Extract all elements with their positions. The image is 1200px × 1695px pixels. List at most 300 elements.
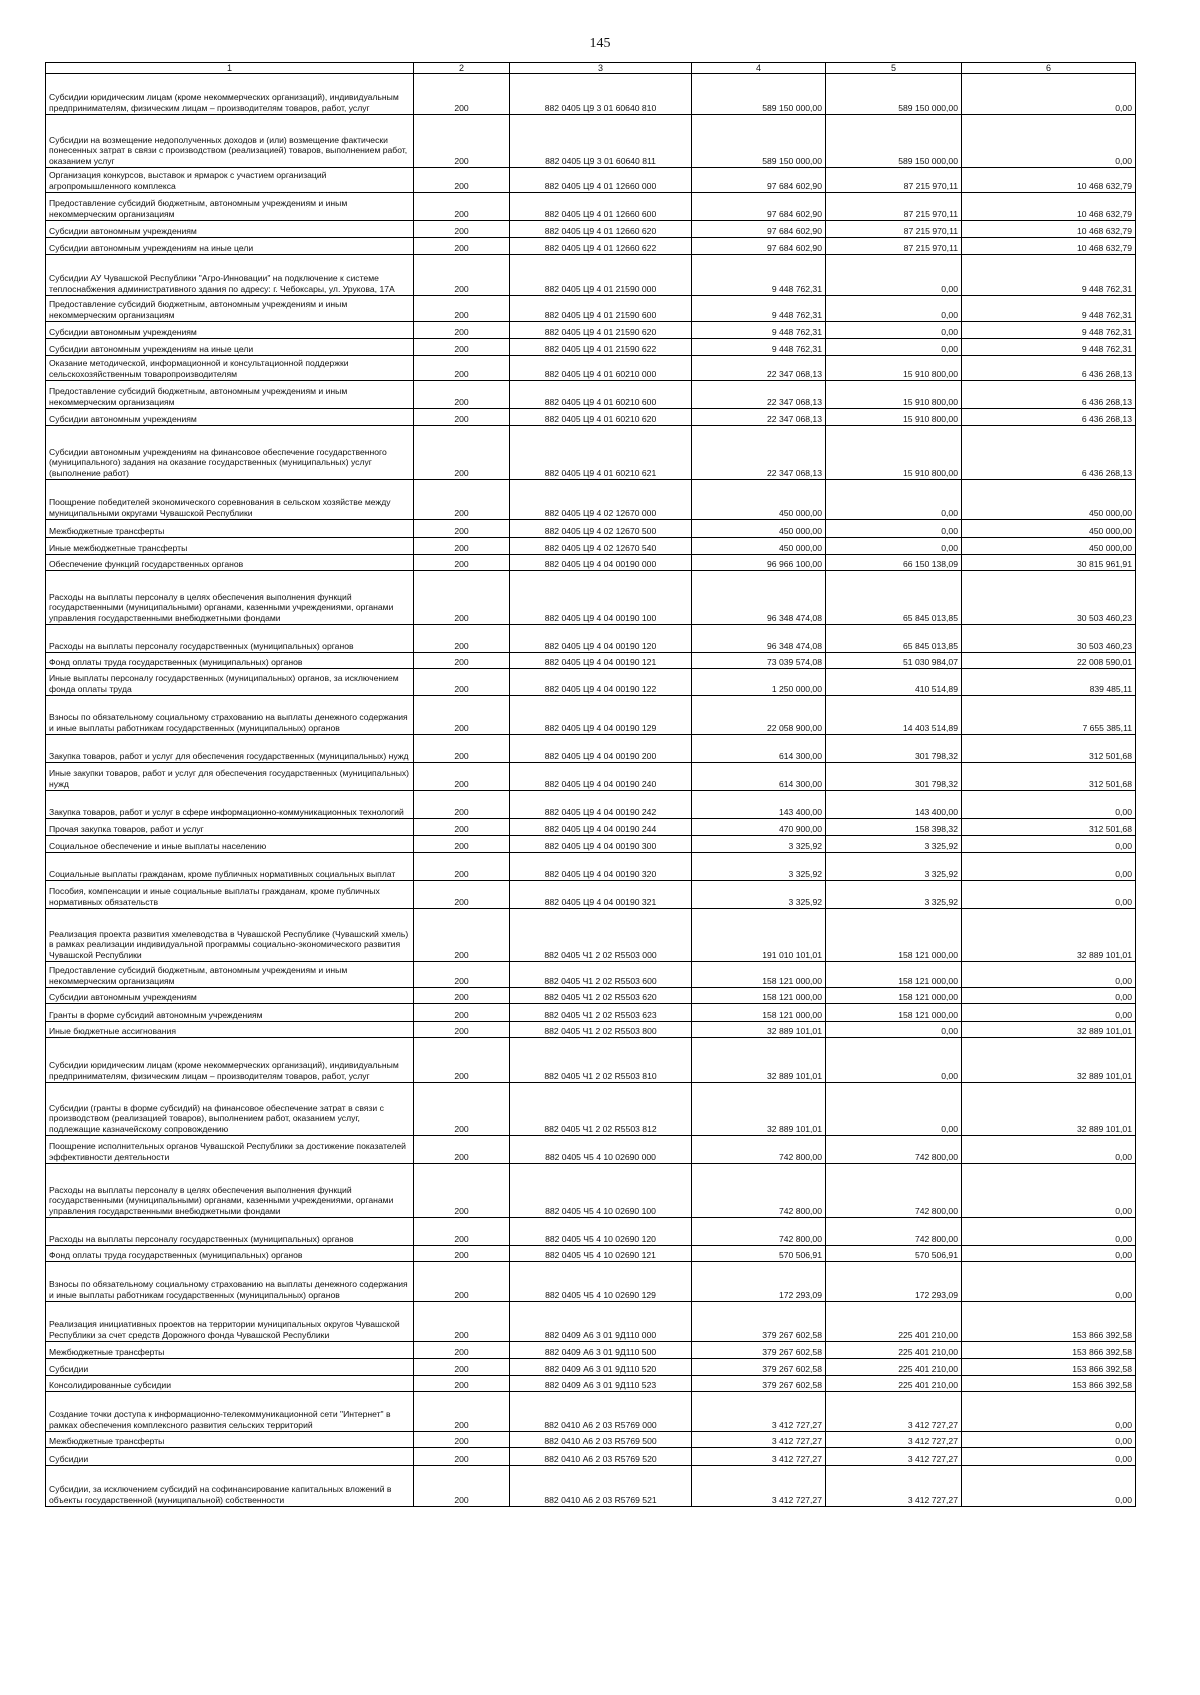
plan-amount-cell: 3 412 727,27 — [692, 1432, 826, 1448]
plan-amount-cell: 172 293,09 — [692, 1262, 826, 1302]
table-row — [46, 571, 1136, 625]
row-name-cell: Субсидии — [46, 1359, 414, 1376]
remaining-amount-cell: 0,00 — [962, 115, 1136, 168]
classification-code-cell: 882 0405 Ц9 4 01 12660 622 — [510, 238, 692, 255]
classification-code-cell: 882 0405 Ц9 4 02 12670 000 — [510, 480, 692, 520]
row-name-cell: Субсидии юридическим лицам (кроме некоммерческих организаций), индивидуальным предпринимателям, физическим лицам – производителям товаров, работ, услуг — [46, 74, 414, 115]
remaining-amount-cell: 6 436 268,13 — [962, 381, 1136, 409]
table-row — [46, 1164, 1136, 1218]
row-name-cell: Субсидии автономным учреждениям на иные цели — [46, 238, 414, 255]
remaining-amount-cell: 10 468 632,79 — [962, 193, 1136, 221]
code-cell: 200 — [414, 625, 510, 653]
plan-amount-cell: 3 412 727,27 — [692, 1448, 826, 1466]
classification-code-cell: 882 0405 Ч1 2 02 R5503 620 — [510, 988, 692, 1004]
executed-amount-cell: 570 506,91 — [826, 1246, 962, 1262]
classification-code-cell: 882 0405 Ц9 3 01 60640 810 — [510, 74, 692, 115]
row-name-cell: Субсидии автономным учреждениям — [46, 409, 414, 426]
executed-amount-cell: 158 121 000,00 — [826, 1004, 962, 1022]
remaining-amount-cell: 30 503 460,23 — [962, 571, 1136, 625]
plan-amount-cell: 742 800,00 — [692, 1164, 826, 1218]
plan-amount-cell: 96 348 474,08 — [692, 625, 826, 653]
plan-amount-cell: 158 121 000,00 — [692, 1004, 826, 1022]
remaining-amount-cell: 0,00 — [962, 988, 1136, 1004]
executed-amount-cell: 3 412 727,27 — [826, 1432, 962, 1448]
code-cell: 200 — [414, 763, 510, 791]
row-name-cell: Субсидии автономным учреждениям на иные цели — [46, 339, 414, 356]
classification-code-cell: 882 0405 Ц9 4 04 00190 121 — [510, 653, 692, 669]
classification-code-cell: 882 0405 Ц9 4 04 00190 320 — [510, 853, 692, 881]
classification-code-cell: 882 0405 Ц9 4 04 00190 100 — [510, 571, 692, 625]
executed-amount-cell: 589 150 000,00 — [826, 115, 962, 168]
remaining-amount-cell: 0,00 — [962, 1448, 1136, 1466]
executed-amount-cell: 0,00 — [826, 255, 962, 296]
table-row — [46, 836, 1136, 853]
plan-amount-cell: 9 448 762,31 — [692, 255, 826, 296]
classification-code-cell: 882 0405 Ч1 2 02 R5503 000 — [510, 909, 692, 962]
plan-amount-cell: 379 267 602,58 — [692, 1342, 826, 1359]
remaining-amount-cell: 32 889 101,01 — [962, 1083, 1136, 1136]
table-row — [46, 1083, 1136, 1136]
table-row — [46, 1136, 1136, 1164]
code-cell: 200 — [414, 853, 510, 881]
row-name-cell: Поощрение победителей экономического соревнования в сельском хозяйстве между муниципальными округами Чувашской Республики — [46, 480, 414, 520]
classification-code-cell: 882 0405 Ч5 4 10 02690 121 — [510, 1246, 692, 1262]
executed-amount-cell: 410 514,89 — [826, 669, 962, 696]
code-cell: 200 — [414, 836, 510, 853]
code-cell: 200 — [414, 909, 510, 962]
classification-code-cell: 882 0405 Ц9 4 04 00190 244 — [510, 819, 692, 836]
table-row — [46, 1342, 1136, 1359]
executed-amount-cell: 158 121 000,00 — [826, 962, 962, 988]
plan-amount-cell: 450 000,00 — [692, 538, 826, 555]
code-cell: 200 — [414, 1038, 510, 1083]
row-name-cell: Субсидии автономным учреждениям — [46, 988, 414, 1004]
plan-amount-cell: 97 684 602,90 — [692, 168, 826, 193]
remaining-amount-cell: 312 501,68 — [962, 819, 1136, 836]
executed-amount-cell: 0,00 — [826, 296, 962, 322]
remaining-amount-cell: 9 448 762,31 — [962, 339, 1136, 356]
classification-code-cell: 882 0405 Ц9 4 01 21590 620 — [510, 322, 692, 339]
row-name-cell: Социальные выплаты гражданам, кроме публичных нормативных социальных выплат — [46, 853, 414, 881]
row-name-cell: Предоставление субсидий бюджетным, автономным учреждениям и иным некоммерческим организациям — [46, 193, 414, 221]
remaining-amount-cell: 0,00 — [962, 1466, 1136, 1507]
remaining-amount-cell: 450 000,00 — [962, 538, 1136, 555]
classification-code-cell: 882 0405 Ч5 4 10 02690 129 — [510, 1262, 692, 1302]
plan-amount-cell: 742 800,00 — [692, 1218, 826, 1246]
plan-amount-cell: 143 400,00 — [692, 791, 826, 819]
table-row — [46, 1022, 1136, 1038]
table-row — [46, 1359, 1136, 1376]
classification-code-cell: 882 0409 А6 3 01 9Д110 000 — [510, 1302, 692, 1342]
plan-amount-cell: 3 325,92 — [692, 881, 826, 909]
executed-amount-cell: 0,00 — [826, 480, 962, 520]
executed-amount-cell: 0,00 — [826, 1022, 962, 1038]
row-name-cell: Расходы на выплаты персоналу государственных (муниципальных) органов — [46, 625, 414, 653]
row-name-cell: Иные бюджетные ассигнования — [46, 1022, 414, 1038]
plan-amount-cell: 3 412 727,27 — [692, 1466, 826, 1507]
classification-code-cell: 882 0405 Ц9 4 01 12660 600 — [510, 193, 692, 221]
remaining-amount-cell: 10 468 632,79 — [962, 221, 1136, 238]
code-cell: 200 — [414, 1342, 510, 1359]
remaining-amount-cell: 0,00 — [962, 1246, 1136, 1262]
executed-amount-cell: 3 412 727,27 — [826, 1466, 962, 1507]
classification-code-cell: 882 0405 Ч5 4 10 02690 100 — [510, 1164, 692, 1218]
row-name-cell: Субсидии — [46, 1448, 414, 1466]
remaining-amount-cell: 312 501,68 — [962, 763, 1136, 791]
executed-amount-cell: 3 412 727,27 — [826, 1448, 962, 1466]
code-cell: 200 — [414, 669, 510, 696]
row-name-cell: Межбюджетные трансферты — [46, 1342, 414, 1359]
remaining-amount-cell: 0,00 — [962, 836, 1136, 853]
executed-amount-cell: 87 215 970,11 — [826, 193, 962, 221]
column-header: 4 — [692, 63, 826, 74]
table-row — [46, 339, 1136, 356]
classification-code-cell: 882 0405 Ц9 4 01 21590 622 — [510, 339, 692, 356]
executed-amount-cell: 225 401 210,00 — [826, 1342, 962, 1359]
column-header: 6 — [962, 63, 1136, 74]
classification-code-cell: 882 0405 Ч1 2 02 R5503 800 — [510, 1022, 692, 1038]
remaining-amount-cell: 0,00 — [962, 791, 1136, 819]
plan-amount-cell: 158 121 000,00 — [692, 962, 826, 988]
remaining-amount-cell: 0,00 — [962, 853, 1136, 881]
remaining-amount-cell: 32 889 101,01 — [962, 909, 1136, 962]
table-row — [46, 238, 1136, 255]
code-cell: 200 — [414, 791, 510, 819]
plan-amount-cell: 3 325,92 — [692, 853, 826, 881]
classification-code-cell: 882 0410 А6 2 03 R5769 520 — [510, 1448, 692, 1466]
code-cell: 200 — [414, 1022, 510, 1038]
classification-code-cell: 882 0409 А6 3 01 9Д110 520 — [510, 1359, 692, 1376]
plan-amount-cell: 9 448 762,31 — [692, 296, 826, 322]
executed-amount-cell: 225 401 210,00 — [826, 1302, 962, 1342]
remaining-amount-cell: 0,00 — [962, 1136, 1136, 1164]
classification-code-cell: 882 0405 Ц9 4 02 12670 500 — [510, 520, 692, 538]
code-cell: 200 — [414, 555, 510, 571]
code-cell: 200 — [414, 1432, 510, 1448]
table-row — [46, 819, 1136, 836]
code-cell: 200 — [414, 1392, 510, 1432]
table-row — [46, 538, 1136, 555]
row-name-cell: Фонд оплаты труда государственных (муниципальных) органов — [46, 1246, 414, 1262]
table-row — [46, 555, 1136, 571]
row-name-cell: Межбюджетные трансферты — [46, 1432, 414, 1448]
table-row — [46, 426, 1136, 480]
table-row — [46, 520, 1136, 538]
row-name-cell: Фонд оплаты труда государственных (муниципальных) органов — [46, 653, 414, 669]
table-row — [46, 296, 1136, 322]
code-cell: 200 — [414, 1004, 510, 1022]
executed-amount-cell: 742 800,00 — [826, 1136, 962, 1164]
remaining-amount-cell: 0,00 — [962, 74, 1136, 115]
code-cell: 200 — [414, 735, 510, 763]
classification-code-cell: 882 0405 Ч1 2 02 R5503 600 — [510, 962, 692, 988]
row-name-cell: Взносы по обязательному социальному страхованию на выплаты денежного содержания и иные выплаты работникам государственных (муниципальных) органов — [46, 1262, 414, 1302]
classification-code-cell: 882 0405 Ц9 4 01 12660 000 — [510, 168, 692, 193]
classification-code-cell: 882 0405 Ц9 4 01 12660 620 — [510, 221, 692, 238]
classification-code-cell: 882 0405 Ц9 4 01 60210 620 — [510, 409, 692, 426]
row-name-cell: Субсидии на возмещение недополученных доходов и (или) возмещение фактически понесенных затрат в связи с производством (реализацией) товаров, выполнением работ, оказанием услуг — [46, 115, 414, 168]
remaining-amount-cell: 32 889 101,01 — [962, 1038, 1136, 1083]
remaining-amount-cell: 0,00 — [962, 1004, 1136, 1022]
table-row — [46, 881, 1136, 909]
table-row — [46, 763, 1136, 791]
plan-amount-cell: 589 150 000,00 — [692, 115, 826, 168]
table-row — [46, 625, 1136, 653]
plan-amount-cell: 73 039 574,08 — [692, 653, 826, 669]
classification-code-cell: 882 0405 Ц9 4 02 12670 540 — [510, 538, 692, 555]
code-cell: 200 — [414, 238, 510, 255]
plan-amount-cell: 32 889 101,01 — [692, 1038, 826, 1083]
remaining-amount-cell: 153 866 392,58 — [962, 1376, 1136, 1392]
code-cell: 200 — [414, 480, 510, 520]
plan-amount-cell: 32 889 101,01 — [692, 1022, 826, 1038]
row-name-cell: Поощрение исполнительных органов Чувашской Республики за достижение показателей эффективности деятельности — [46, 1136, 414, 1164]
code-cell: 200 — [414, 962, 510, 988]
code-cell: 200 — [414, 1136, 510, 1164]
plan-amount-cell: 450 000,00 — [692, 480, 826, 520]
row-name-cell: Межбюджетные трансферты — [46, 520, 414, 538]
code-cell: 200 — [414, 1083, 510, 1136]
table-row — [46, 221, 1136, 238]
row-name-cell: Закупка товаров, работ и услуг для обеспечения государственных (муниципальных) нужд — [46, 735, 414, 763]
plan-amount-cell: 470 900,00 — [692, 819, 826, 836]
classification-code-cell: 882 0405 Ц9 4 01 60210 621 — [510, 426, 692, 480]
classification-code-cell: 882 0405 Ч5 4 10 02690 120 — [510, 1218, 692, 1246]
remaining-amount-cell: 9 448 762,31 — [962, 322, 1136, 339]
classification-code-cell: 882 0405 Ц9 4 04 00190 321 — [510, 881, 692, 909]
table-row — [46, 1376, 1136, 1392]
remaining-amount-cell: 32 889 101,01 — [962, 1022, 1136, 1038]
plan-amount-cell: 9 448 762,31 — [692, 339, 826, 356]
executed-amount-cell: 3 325,92 — [826, 853, 962, 881]
remaining-amount-cell: 10 468 632,79 — [962, 238, 1136, 255]
remaining-amount-cell: 0,00 — [962, 1392, 1136, 1432]
classification-code-cell: 882 0409 А6 3 01 9Д110 500 — [510, 1342, 692, 1359]
plan-amount-cell: 97 684 602,90 — [692, 221, 826, 238]
row-name-cell: Иные межбюджетные трансферты — [46, 538, 414, 555]
classification-code-cell: 882 0409 А6 3 01 9Д110 523 — [510, 1376, 692, 1392]
remaining-amount-cell: 312 501,68 — [962, 735, 1136, 763]
code-cell: 200 — [414, 356, 510, 381]
executed-amount-cell: 225 401 210,00 — [826, 1376, 962, 1392]
plan-amount-cell: 570 506,91 — [692, 1246, 826, 1262]
remaining-amount-cell: 22 008 590,01 — [962, 653, 1136, 669]
table-row — [46, 381, 1136, 409]
executed-amount-cell: 3 412 727,27 — [826, 1392, 962, 1432]
code-cell: 200 — [414, 193, 510, 221]
remaining-amount-cell: 30 503 460,23 — [962, 625, 1136, 653]
executed-amount-cell: 742 800,00 — [826, 1164, 962, 1218]
executed-amount-cell: 158 121 000,00 — [826, 909, 962, 962]
plan-amount-cell: 589 150 000,00 — [692, 74, 826, 115]
remaining-amount-cell: 6 436 268,13 — [962, 426, 1136, 480]
code-cell: 200 — [414, 1218, 510, 1246]
code-cell: 200 — [414, 571, 510, 625]
executed-amount-cell: 66 150 138,09 — [826, 555, 962, 571]
classification-code-cell: 882 0405 Ч1 2 02 R5503 810 — [510, 1038, 692, 1083]
executed-amount-cell: 87 215 970,11 — [826, 168, 962, 193]
remaining-amount-cell: 6 436 268,13 — [962, 356, 1136, 381]
table-row — [46, 322, 1136, 339]
row-name-cell: Гранты в форме субсидий автономным учреждениям — [46, 1004, 414, 1022]
executed-amount-cell: 87 215 970,11 — [826, 238, 962, 255]
plan-amount-cell: 22 347 068,13 — [692, 356, 826, 381]
executed-amount-cell: 65 845 013,85 — [826, 571, 962, 625]
remaining-amount-cell: 839 485,11 — [962, 669, 1136, 696]
executed-amount-cell: 225 401 210,00 — [826, 1359, 962, 1376]
code-cell: 200 — [414, 1448, 510, 1466]
column-header: 2 — [414, 63, 510, 74]
table-row — [46, 988, 1136, 1004]
code-cell: 200 — [414, 1376, 510, 1392]
table-row — [46, 255, 1136, 296]
remaining-amount-cell: 0,00 — [962, 1262, 1136, 1302]
executed-amount-cell: 742 800,00 — [826, 1218, 962, 1246]
code-cell: 200 — [414, 115, 510, 168]
remaining-amount-cell: 6 436 268,13 — [962, 409, 1136, 426]
row-name-cell: Закупка товаров, работ и услуг в сфере информационно-коммуникационных технологий — [46, 791, 414, 819]
header-row — [46, 63, 1136, 74]
code-cell: 200 — [414, 409, 510, 426]
table-row — [46, 480, 1136, 520]
plan-amount-cell: 22 058 900,00 — [692, 696, 826, 735]
code-cell: 200 — [414, 1359, 510, 1376]
plan-amount-cell: 22 347 068,13 — [692, 381, 826, 409]
table-row — [46, 1466, 1136, 1507]
row-name-cell: Субсидии автономным учреждениям — [46, 322, 414, 339]
row-name-cell: Расходы на выплаты персоналу в целях обеспечения выполнения функций государственными (муниципальными) органами, казенными учреждениями, органами управления государственными внебюджетными фондами — [46, 571, 414, 625]
plan-amount-cell: 32 889 101,01 — [692, 1083, 826, 1136]
classification-code-cell: 882 0405 Ч1 2 02 R5503 623 — [510, 1004, 692, 1022]
code-cell: 200 — [414, 1302, 510, 1342]
code-cell: 200 — [414, 255, 510, 296]
code-cell: 200 — [414, 168, 510, 193]
executed-amount-cell: 51 030 984,07 — [826, 653, 962, 669]
remaining-amount-cell: 0,00 — [962, 881, 1136, 909]
row-name-cell: Расходы на выплаты персоналу государственных (муниципальных) органов — [46, 1218, 414, 1246]
classification-code-cell: 882 0405 Ц9 4 04 00190 200 — [510, 735, 692, 763]
remaining-amount-cell: 10 468 632,79 — [962, 168, 1136, 193]
classification-code-cell: 882 0405 Ц9 4 01 21590 000 — [510, 255, 692, 296]
executed-amount-cell: 172 293,09 — [826, 1262, 962, 1302]
row-name-cell: Предоставление субсидий бюджетным, автономным учреждениям и иным некоммерческим организациям — [46, 962, 414, 988]
executed-amount-cell: 0,00 — [826, 339, 962, 356]
remaining-amount-cell: 450 000,00 — [962, 480, 1136, 520]
row-name-cell: Прочая закупка товаров, работ и услуг — [46, 819, 414, 836]
plan-amount-cell: 379 267 602,58 — [692, 1359, 826, 1376]
table-row — [46, 1262, 1136, 1302]
plan-amount-cell: 3 412 727,27 — [692, 1392, 826, 1432]
table-row — [46, 653, 1136, 669]
executed-amount-cell: 0,00 — [826, 1083, 962, 1136]
table-row — [46, 735, 1136, 763]
row-name-cell: Оказание методической, информационной и консультационной поддержки сельскохозяйственным товаропроизводителям — [46, 356, 414, 381]
executed-amount-cell: 3 325,92 — [826, 836, 962, 853]
table-row — [46, 356, 1136, 381]
remaining-amount-cell: 0,00 — [962, 1164, 1136, 1218]
executed-amount-cell: 143 400,00 — [826, 791, 962, 819]
classification-code-cell: 882 0405 Ч1 2 02 R5503 812 — [510, 1083, 692, 1136]
plan-amount-cell: 158 121 000,00 — [692, 988, 826, 1004]
executed-amount-cell: 301 798,32 — [826, 735, 962, 763]
code-cell: 200 — [414, 696, 510, 735]
page-number: 145 — [589, 36, 611, 51]
table-row — [46, 1302, 1136, 1342]
column-header: 5 — [826, 63, 962, 74]
row-name-cell: Организация конкурсов, выставок и ярмарок с участием организаций агропромышленного комплекса — [46, 168, 414, 193]
remaining-amount-cell: 7 655 385,11 — [962, 696, 1136, 735]
plan-amount-cell: 22 347 068,13 — [692, 409, 826, 426]
row-name-cell: Взносы по обязательному социальному страхованию на выплаты денежного содержания и иные выплаты работникам государственных (муниципальных) органов — [46, 696, 414, 735]
plan-amount-cell: 97 684 602,90 — [692, 193, 826, 221]
executed-amount-cell: 87 215 970,11 — [826, 221, 962, 238]
table-row — [46, 115, 1136, 168]
code-cell: 200 — [414, 339, 510, 356]
row-name-cell: Реализация проекта развития хмелеводства в Чувашской Республике (Чувашский хмель) в рамках реализации индивидуальной программы социально-экономического развития Чувашской Республики — [46, 909, 414, 962]
classification-code-cell: 882 0405 Ц9 4 04 00190 000 — [510, 555, 692, 571]
row-name-cell: Предоставление субсидий бюджетным, автономным учреждениям и иным некоммерческим организациям — [46, 296, 414, 322]
code-cell: 200 — [414, 221, 510, 238]
code-cell: 200 — [414, 381, 510, 409]
table-row — [46, 1448, 1136, 1466]
table-row — [46, 853, 1136, 881]
table-row — [46, 669, 1136, 696]
table-row — [46, 168, 1136, 193]
code-cell: 200 — [414, 426, 510, 480]
executed-amount-cell: 15 910 800,00 — [826, 409, 962, 426]
code-cell: 200 — [414, 322, 510, 339]
classification-code-cell: 882 0405 Ц9 4 01 60210 000 — [510, 356, 692, 381]
table-row — [46, 791, 1136, 819]
column-header: 3 — [510, 63, 692, 74]
plan-amount-cell: 379 267 602,58 — [692, 1302, 826, 1342]
remaining-amount-cell: 9 448 762,31 — [962, 296, 1136, 322]
remaining-amount-cell: 9 448 762,31 — [962, 255, 1136, 296]
table-row — [46, 193, 1136, 221]
row-name-cell: Субсидии автономным учреждениям — [46, 221, 414, 238]
executed-amount-cell: 0,00 — [826, 322, 962, 339]
plan-amount-cell: 379 267 602,58 — [692, 1376, 826, 1392]
executed-amount-cell: 15 910 800,00 — [826, 426, 962, 480]
executed-amount-cell: 0,00 — [826, 538, 962, 555]
executed-amount-cell: 589 150 000,00 — [826, 74, 962, 115]
executed-amount-cell: 15 910 800,00 — [826, 381, 962, 409]
classification-code-cell: 882 0405 Ц9 4 04 00190 122 — [510, 669, 692, 696]
table-row — [46, 1038, 1136, 1083]
remaining-amount-cell: 153 866 392,58 — [962, 1342, 1136, 1359]
classification-code-cell: 882 0405 Ц9 4 01 21590 600 — [510, 296, 692, 322]
row-name-cell: Социальное обеспечение и иные выплаты населению — [46, 836, 414, 853]
plan-amount-cell: 191 010 101,01 — [692, 909, 826, 962]
executed-amount-cell: 0,00 — [826, 1038, 962, 1083]
code-cell: 200 — [414, 1262, 510, 1302]
table-row — [46, 409, 1136, 426]
code-cell: 200 — [414, 819, 510, 836]
table-row — [46, 696, 1136, 735]
remaining-amount-cell: 450 000,00 — [962, 520, 1136, 538]
executed-amount-cell: 15 910 800,00 — [826, 356, 962, 381]
executed-amount-cell: 3 325,92 — [826, 881, 962, 909]
code-cell: 200 — [414, 881, 510, 909]
code-cell: 200 — [414, 988, 510, 1004]
row-name-cell: Субсидии юридическим лицам (кроме некоммерческих организаций), индивидуальным предпринимателям, физическим лицам – производителям товаров, работ, услуг — [46, 1038, 414, 1083]
remaining-amount-cell: 0,00 — [962, 1218, 1136, 1246]
table-row — [46, 1392, 1136, 1432]
table-row — [46, 74, 1136, 115]
classification-code-cell: 882 0405 Ц9 4 04 00190 300 — [510, 836, 692, 853]
row-name-cell: Реализация инициативных проектов на территории муниципальных округов Чувашской Республики за счет средств Дорожного фонда Чувашской Республики — [46, 1302, 414, 1342]
plan-amount-cell: 742 800,00 — [692, 1136, 826, 1164]
